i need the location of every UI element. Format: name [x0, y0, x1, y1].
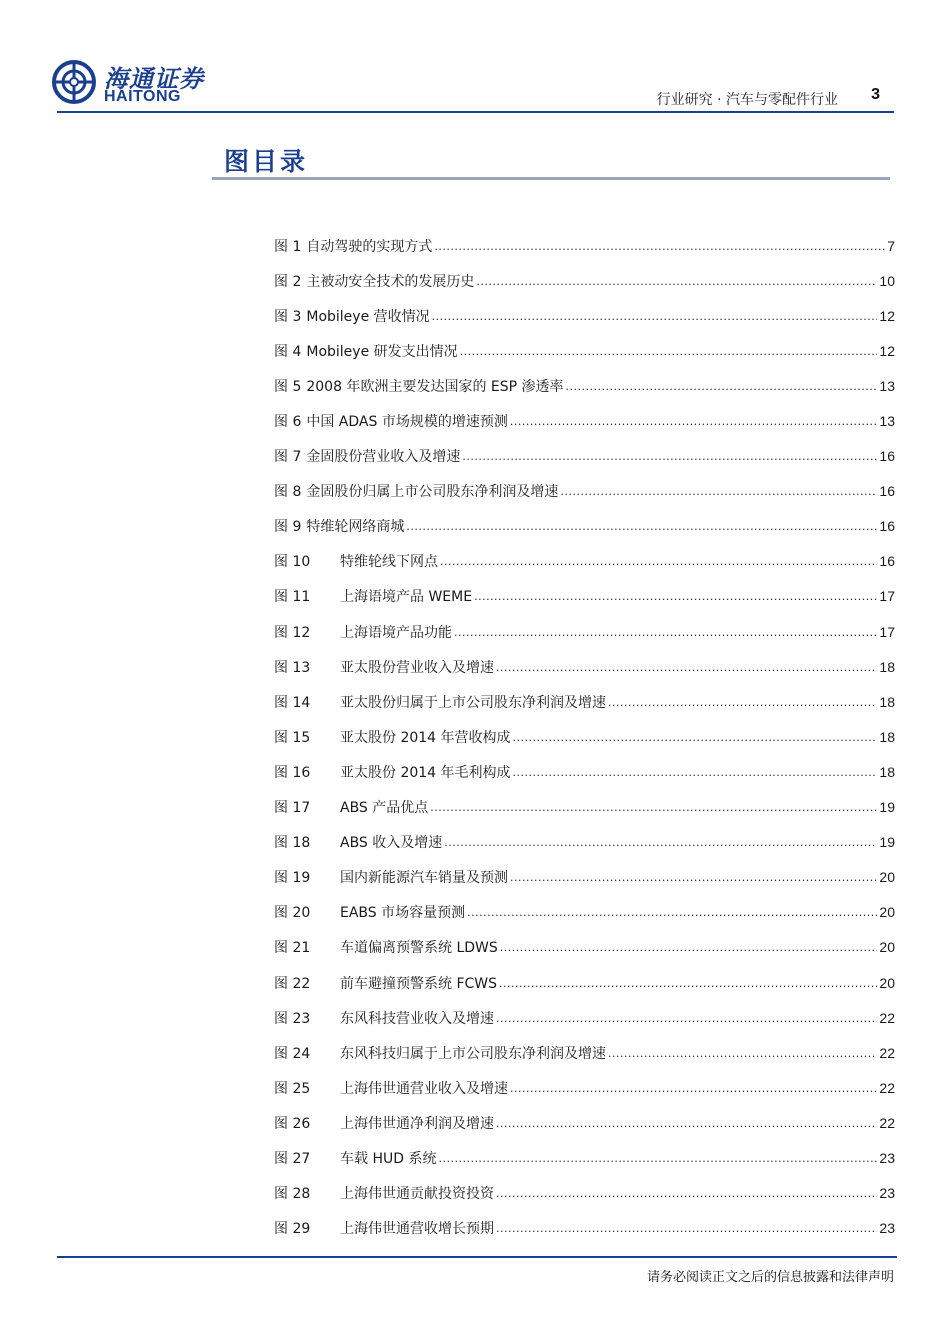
- toc-entry[interactable]: [274, 439, 895, 474]
- toc-entry-page: 18: [879, 693, 895, 710]
- toc-leader-dots: [432, 309, 878, 323]
- toc-leader-dots: [566, 379, 878, 393]
- toc-leader-dots: [513, 765, 878, 779]
- toc-leader-dots: [476, 274, 877, 288]
- toc-leader-dots: [608, 1046, 877, 1060]
- toc-entry[interactable]: [274, 649, 895, 684]
- toc-entry-label: 中国 ADAS 市场规模的增速预测: [306, 414, 508, 431]
- toc-leader-dots: [440, 554, 877, 568]
- header-title: 行业研究 · 汽车与零配件行业: [656, 92, 838, 108]
- toc-leader-dots: [467, 905, 877, 919]
- logo-chinese-text: 海通证券: [104, 64, 204, 93]
- toc-entry[interactable]: [274, 1140, 895, 1175]
- toc-leader-dots: [438, 1151, 877, 1165]
- toc-leader-dots: [510, 1081, 877, 1095]
- toc-entry-label: ABS 收入及增速: [340, 835, 443, 852]
- header-divider: [57, 111, 894, 113]
- toc-entry-number: 图 22: [274, 975, 311, 992]
- toc-entry-page: 10: [879, 272, 895, 289]
- toc-entry-number: 图 27: [274, 1150, 311, 1167]
- toc-entry-number: 图 19: [274, 870, 311, 887]
- toc-entry-page: 23: [879, 1220, 895, 1237]
- toc-leader-dots: [430, 800, 877, 814]
- toc-leader-dots: [454, 625, 877, 639]
- toc-entry[interactable]: [274, 263, 895, 298]
- toc-entry-page: 20: [879, 974, 895, 991]
- toc-leader-dots: [510, 870, 877, 884]
- toc-entry-number: 图 18: [274, 835, 311, 852]
- toc-entry-label: 上海语境产品 WEME: [340, 589, 473, 606]
- toc-entry-number: 图 4: [274, 343, 302, 360]
- toc-leader-dots: [499, 976, 877, 990]
- toc-entry-label: 前车避撞预警系统 FCWS: [340, 975, 498, 992]
- toc-leader-dots: [496, 1186, 877, 1200]
- toc-entry-number: 图 2: [274, 273, 302, 290]
- toc-entry[interactable]: [274, 614, 895, 649]
- toc-entry-number: 图 17: [274, 800, 311, 817]
- toc-entry-label: 自动驾驶的实现方式: [306, 238, 433, 255]
- toc-entry[interactable]: [274, 790, 895, 825]
- toc-entry-page: 12: [879, 342, 895, 359]
- toc-entry[interactable]: [274, 228, 895, 263]
- figure-list: [274, 228, 895, 1246]
- toc-entry[interactable]: [274, 1035, 895, 1070]
- toc-entry[interactable]: [274, 579, 895, 614]
- toc-entry[interactable]: [274, 544, 895, 579]
- toc-leader-dots: [496, 660, 877, 674]
- toc-entry-label: 上海语境产品功能: [340, 624, 452, 641]
- toc-entry-page: 19: [879, 834, 895, 851]
- toc-entry-number: 图 3: [274, 308, 302, 325]
- toc-entry-number: 图 1: [274, 238, 302, 255]
- toc-leader-dots: [496, 1011, 877, 1025]
- toc-entry[interactable]: [274, 368, 895, 403]
- title-divider: [212, 177, 890, 180]
- toc-leader-dots: [560, 484, 877, 498]
- toc-entry[interactable]: [274, 895, 895, 930]
- toc-leader-dots: [510, 414, 878, 428]
- toc-entry-page: 12: [879, 307, 895, 324]
- toc-entry-page: 16: [879, 448, 895, 465]
- toc-entry[interactable]: [274, 1105, 895, 1140]
- toc-entry-number: 图 12: [274, 624, 311, 641]
- toc-entry-label: 亚太股份归属于上市公司股东净利润及增速: [340, 694, 606, 711]
- toc-entry-number: 图 7: [274, 449, 302, 466]
- toc-entry-page: 17: [879, 588, 895, 605]
- toc-entry-label: 亚太股份营业收入及增速: [340, 659, 494, 676]
- toc-entry[interactable]: [274, 1000, 895, 1035]
- toc-leader-dots: [460, 344, 878, 358]
- toc-entry-number: 图 13: [274, 659, 311, 676]
- toc-entry-page: 20: [879, 869, 895, 886]
- toc-entry-page: 17: [879, 623, 895, 640]
- toc-entry-label: 特维轮网络商城: [306, 519, 405, 536]
- toc-entry-page: 18: [879, 763, 895, 780]
- toc-entry[interactable]: [274, 754, 895, 789]
- toc-entry-page: 13: [879, 413, 895, 430]
- toc-entry-number: 图 15: [274, 729, 311, 746]
- toc-entry-number: 图 8: [274, 484, 302, 501]
- toc-entry-page: 7: [887, 237, 895, 254]
- toc-entry[interactable]: [274, 509, 895, 544]
- toc-entry-label: 2008 年欧洲主要发达国家的 ESP 渗透率: [306, 378, 564, 395]
- toc-entry-number: 图 25: [274, 1080, 311, 1097]
- toc-entry-page: 18: [879, 728, 895, 745]
- toc-leader-dots: [513, 730, 878, 744]
- toc-entry[interactable]: [274, 965, 895, 1000]
- toc-entry-page: 16: [879, 483, 895, 500]
- toc-entry-label: 上海伟世通贡献投资投资: [340, 1186, 494, 1203]
- toc-entry-label: 东风科技归属于上市公司股东净利润及增速: [340, 1045, 606, 1062]
- toc-entry-label: 亚太股份 2014 年毛利构成: [340, 764, 511, 781]
- haitong-logo: [52, 58, 212, 106]
- toc-entry-label: 特维轮线下网点: [340, 554, 438, 571]
- footer-disclaimer: 请务必阅读正文之后的信息披露和法律声明: [646, 1270, 894, 1285]
- toc-entry-label: Mobileye 研发支出情况: [306, 343, 458, 360]
- toc-entry-label: 上海伟世通营业收入及增速: [340, 1080, 508, 1097]
- toc-entry-number: 图 16: [274, 764, 311, 781]
- toc-entry-number: 图 14: [274, 694, 311, 711]
- toc-entry-number: 图 28: [274, 1186, 311, 1203]
- footer-divider: [57, 1256, 897, 1258]
- toc-entry[interactable]: [274, 333, 895, 368]
- toc-entry-label: 车载 HUD 系统: [340, 1150, 437, 1167]
- logo-english-text: HAITONG: [104, 88, 181, 105]
- toc-entry-number: 图 9: [274, 519, 302, 536]
- toc-entry-label: 上海伟世通净利润及增速: [340, 1115, 494, 1132]
- toc-entry-label: 东风科技营业收入及增速: [340, 1010, 494, 1027]
- toc-entry[interactable]: [274, 298, 895, 333]
- toc-entry-page: 22: [879, 1079, 895, 1096]
- toc-leader-dots: [496, 1221, 877, 1235]
- toc-entry-label: 车道偏离预警系统 LDWS: [340, 940, 498, 957]
- toc-entry-label: 主被动安全技术的发展历史: [306, 273, 475, 290]
- toc-leader-dots: [496, 1116, 877, 1130]
- toc-leader-dots: [608, 695, 877, 709]
- toc-leader-dots: [444, 835, 877, 849]
- toc-entry[interactable]: [274, 403, 895, 438]
- toc-entry[interactable]: [274, 1176, 895, 1211]
- page-title: 图目录: [224, 147, 309, 176]
- toc-entry-number: 图 29: [274, 1221, 311, 1238]
- toc-leader-dots: [434, 239, 885, 253]
- toc-entry-label: 国内新能源汽车销量及预测: [340, 870, 508, 887]
- toc-entry[interactable]: [274, 1211, 895, 1246]
- toc-entry-label: EABS 市场容量预测: [340, 905, 466, 922]
- toc-entry-label: Mobileye 营收情况: [306, 308, 430, 325]
- toc-leader-dots: [500, 940, 878, 954]
- toc-entry-page: 23: [879, 1149, 895, 1166]
- toc-entry-page: 16: [879, 518, 895, 535]
- toc-entry-page: 19: [879, 799, 895, 816]
- toc-entry-number: 图 24: [274, 1045, 311, 1062]
- toc-entry[interactable]: [274, 474, 895, 509]
- toc-entry-page: 22: [879, 1044, 895, 1061]
- toc-entry-label: 金固股份归属上市公司股东净利润及增速: [306, 484, 559, 501]
- toc-entry[interactable]: [274, 684, 895, 719]
- header-page-number: 3: [871, 86, 880, 103]
- toc-entry-page: 22: [879, 1114, 895, 1131]
- toc-entry-number: 图 21: [274, 940, 311, 957]
- toc-entry[interactable]: [274, 930, 895, 965]
- toc-leader-dots: [406, 519, 877, 533]
- toc-entry-number: 图 5: [274, 378, 302, 395]
- toc-entry-number: 图 26: [274, 1115, 311, 1132]
- toc-entry-page: 23: [879, 1185, 895, 1202]
- toc-entry-label: 金固股份营业收入及增速: [306, 449, 461, 466]
- toc-entry[interactable]: [274, 719, 895, 754]
- toc-entry[interactable]: [274, 825, 895, 860]
- toc-entry-number: 图 20: [274, 905, 311, 922]
- haitong-emblem-icon: [52, 60, 96, 104]
- toc-entry-page: 18: [879, 658, 895, 675]
- toc-leader-dots: [462, 449, 877, 463]
- toc-entry-label: ABS 产品优点: [340, 800, 429, 817]
- toc-entry-page: 20: [879, 939, 895, 956]
- toc-entry-page: 13: [879, 377, 895, 394]
- toc-entry-number: 图 6: [274, 414, 302, 431]
- toc-entry-label: 亚太股份 2014 年营收构成: [340, 729, 511, 746]
- toc-entry[interactable]: [274, 860, 895, 895]
- toc-entry-page: 20: [879, 904, 895, 921]
- toc-entry-page: 22: [879, 1009, 895, 1026]
- toc-entry-page: 16: [879, 553, 895, 570]
- toc-entry-number: 图 23: [274, 1010, 311, 1027]
- toc-entry-label: 上海伟世通营收增长预期: [340, 1221, 494, 1238]
- toc-leader-dots: [474, 589, 877, 603]
- toc-entry-number: 图 10: [274, 554, 311, 571]
- toc-entry[interactable]: [274, 1070, 895, 1105]
- toc-entry-number: 图 11: [274, 589, 311, 606]
